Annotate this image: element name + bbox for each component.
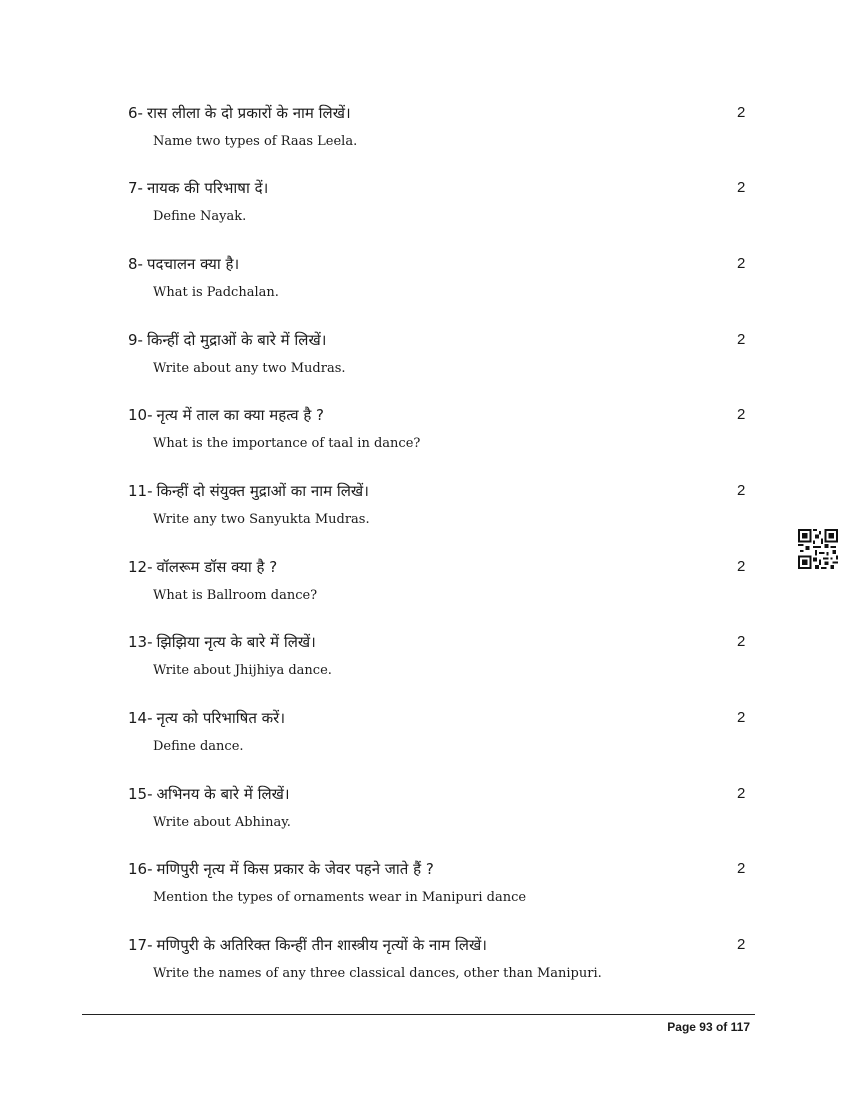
question-number: 9- [128, 331, 143, 349]
qr-code-icon [798, 529, 838, 569]
question-marks: 2 [737, 331, 746, 348]
question-hindi: रास लीला के दो प्रकारों के नाम लिखें। [146, 104, 351, 122]
question-english: Write about Abhinay. [153, 815, 291, 830]
question-hindi: किन्हीं दो मुद्राओं के बारे में लिखें। [146, 331, 327, 349]
question-hindi-line [128, 705, 285, 731]
question-hindi-line [128, 478, 369, 504]
question-item [0, 932, 850, 992]
question-hindi: नायक की परिभाषा दें। [146, 179, 269, 197]
question-number: 10- [128, 406, 153, 424]
question-marks: 2 [737, 558, 746, 575]
question-number: 13- [128, 633, 153, 651]
question-hindi: अभिनय के बारे में लिखें। [156, 785, 290, 803]
question-item [0, 251, 850, 311]
question-hindi-line [128, 629, 316, 655]
question-marks: 2 [737, 104, 746, 121]
question-item [0, 100, 850, 160]
question-english: Name two types of Raas Leela. [153, 134, 358, 149]
question-english: What is the importance of taal in dance? [153, 436, 421, 451]
question-marks: 2 [737, 482, 746, 499]
question-hindi: पदचालन क्या है। [146, 255, 240, 273]
question-english: Write about Jhijhiya dance. [153, 663, 332, 678]
question-hindi: किन्हीं दो संयुक्त मुद्राओं का नाम लिखें। [156, 482, 369, 500]
question-hindi: मणिपुरी नृत्य में किस प्रकार के जेवर पहने जाते हैं ? [156, 860, 434, 878]
question-hindi-line [128, 175, 268, 201]
question-number: 12- [128, 558, 153, 576]
question-item [0, 554, 850, 614]
question-number: 11- [128, 482, 153, 500]
question-hindi-line [128, 781, 290, 807]
question-number: 16- [128, 860, 153, 878]
question-hindi-line [128, 327, 326, 353]
question-item [0, 327, 850, 387]
question-english: Write any two Sanyukta Mudras. [153, 512, 370, 527]
question-number: 8- [128, 255, 143, 273]
question-item [0, 629, 850, 689]
question-number: 14- [128, 709, 153, 727]
question-hindi-line [128, 554, 277, 580]
question-hindi-line [128, 402, 324, 428]
question-hindi-line [128, 100, 351, 126]
question-number: 15- [128, 785, 153, 803]
question-hindi-line [128, 856, 434, 882]
question-hindi-line [128, 932, 487, 958]
question-english: What is Padchalan. [153, 285, 279, 300]
footer-divider [82, 1014, 755, 1015]
question-hindi: नृत्य में ताल का क्या महत्व है ? [156, 406, 325, 424]
question-marks: 2 [737, 633, 746, 650]
question-item [0, 175, 850, 235]
question-english: Write the names of any three classical dances, other than Manipuri. [153, 966, 602, 981]
question-item [0, 781, 850, 841]
question-number: 6- [128, 104, 143, 122]
question-english: Write about any two Mudras. [153, 361, 346, 376]
question-marks: 2 [737, 406, 746, 423]
question-number: 7- [128, 179, 143, 197]
question-hindi: मणिपुरी के अतिरिक्त किन्हीं तीन शास्त्रीय नृत्यों के नाम लिखें। [156, 936, 487, 954]
question-marks: 2 [737, 860, 746, 877]
question-item [0, 402, 850, 462]
question-english: Define dance. [153, 739, 244, 754]
question-item [0, 856, 850, 916]
question-english: Mention the types of ornaments wear in Manipuri dance [153, 890, 527, 905]
page-number: Page 93 of 117 [667, 1020, 750, 1034]
question-marks: 2 [737, 785, 746, 802]
question-hindi: नृत्य को परिभाषित करें। [156, 709, 285, 727]
question-marks: 2 [737, 179, 746, 196]
question-english: Define Nayak. [153, 209, 247, 224]
question-item [0, 705, 850, 765]
question-hindi: झिझिया नृत्य के बारे में लिखें। [156, 633, 316, 651]
question-hindi-line [128, 251, 239, 277]
question-marks: 2 [737, 936, 746, 953]
question-marks: 2 [737, 709, 746, 726]
question-english: What is Ballroom dance? [153, 588, 318, 603]
question-item [0, 478, 850, 538]
question-marks: 2 [737, 255, 746, 272]
question-number: 17- [128, 936, 153, 954]
question-hindi: वॉलरूम डॉस क्या है ? [156, 558, 278, 576]
